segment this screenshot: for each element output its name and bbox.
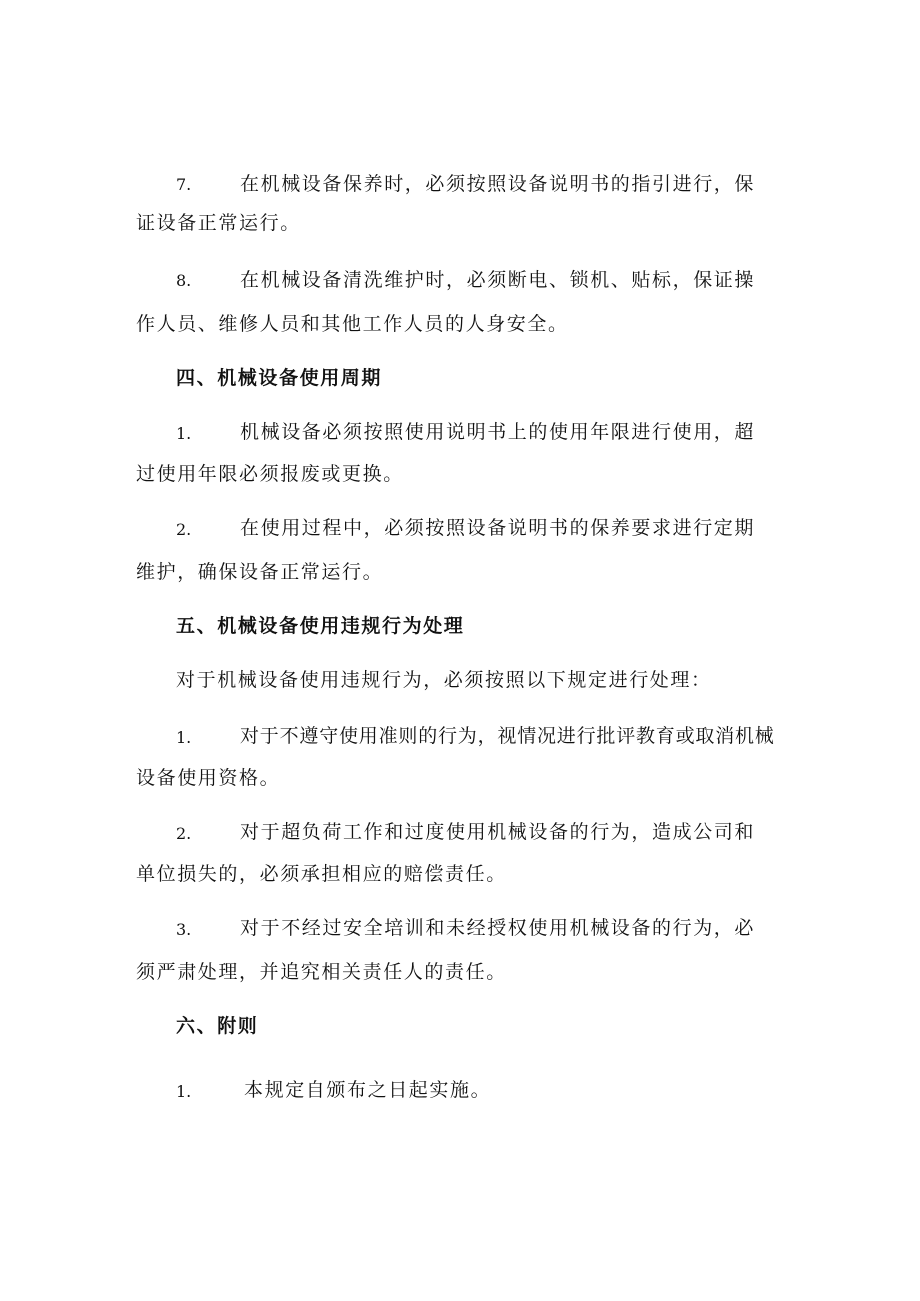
item-number: 7. <box>176 175 192 194</box>
item-text-line2: 证设备正常运行。 <box>136 212 301 234</box>
item-text-line2: 须严肃处理，并追究相关责任人的责任。 <box>136 961 507 983</box>
item-text-line1: 对于不经过安全培训和未经授权使用机械设备的行为，必 <box>240 917 756 939</box>
item-text-line1: 在机械设备清洗维护时，必须断电、锁机、贴标，保证操 <box>240 269 756 291</box>
item-text-line2: 设备使用资格。 <box>136 767 281 789</box>
section-heading-6: 六、附则 <box>176 1015 259 1037</box>
item-number: 2. <box>176 520 192 539</box>
item-text-line1: 对于不遵守使用准则的行为，视情况进行批评教育或取消机械 <box>240 725 775 747</box>
section-intro: 对于机械设备使用违规行为，必须按照以下规定进行处理： <box>176 669 712 691</box>
item-text-line1: 在机械设备保养时，必须按照设备说明书的指引进行，保 <box>240 173 756 195</box>
item-text-line2: 单位损失的，必须承担相应的赔偿责任。 <box>136 863 507 885</box>
item-text-line1: 本规定自颁布之日起实施。 <box>244 1079 492 1101</box>
item-number: 1. <box>176 424 192 443</box>
section-heading-5: 五、机械设备使用违规行为处理 <box>176 615 465 637</box>
item-text-line2: 维护，确保设备正常运行。 <box>136 561 384 583</box>
item-number: 2. <box>176 824 192 843</box>
item-number: 3. <box>176 920 192 939</box>
item-text-line1: 在使用过程中，必须按照设备说明书的保养要求进行定期 <box>240 517 756 539</box>
item-text-line2: 作人员、维修人员和其他工作人员的人身安全。 <box>136 313 569 335</box>
item-text-line2: 过使用年限必须报废或更换。 <box>136 463 404 485</box>
item-number: 8. <box>176 271 192 290</box>
item-number: 1. <box>176 728 192 747</box>
item-number: 1. <box>176 1082 192 1101</box>
item-text-line1: 机械设备必须按照使用说明书上的使用年限进行使用，超 <box>240 421 756 443</box>
item-text-line1: 对于超负荷工作和过度使用机械设备的行为，造成公司和 <box>240 821 756 843</box>
section-heading-4: 四、机械设备使用周期 <box>176 367 383 389</box>
